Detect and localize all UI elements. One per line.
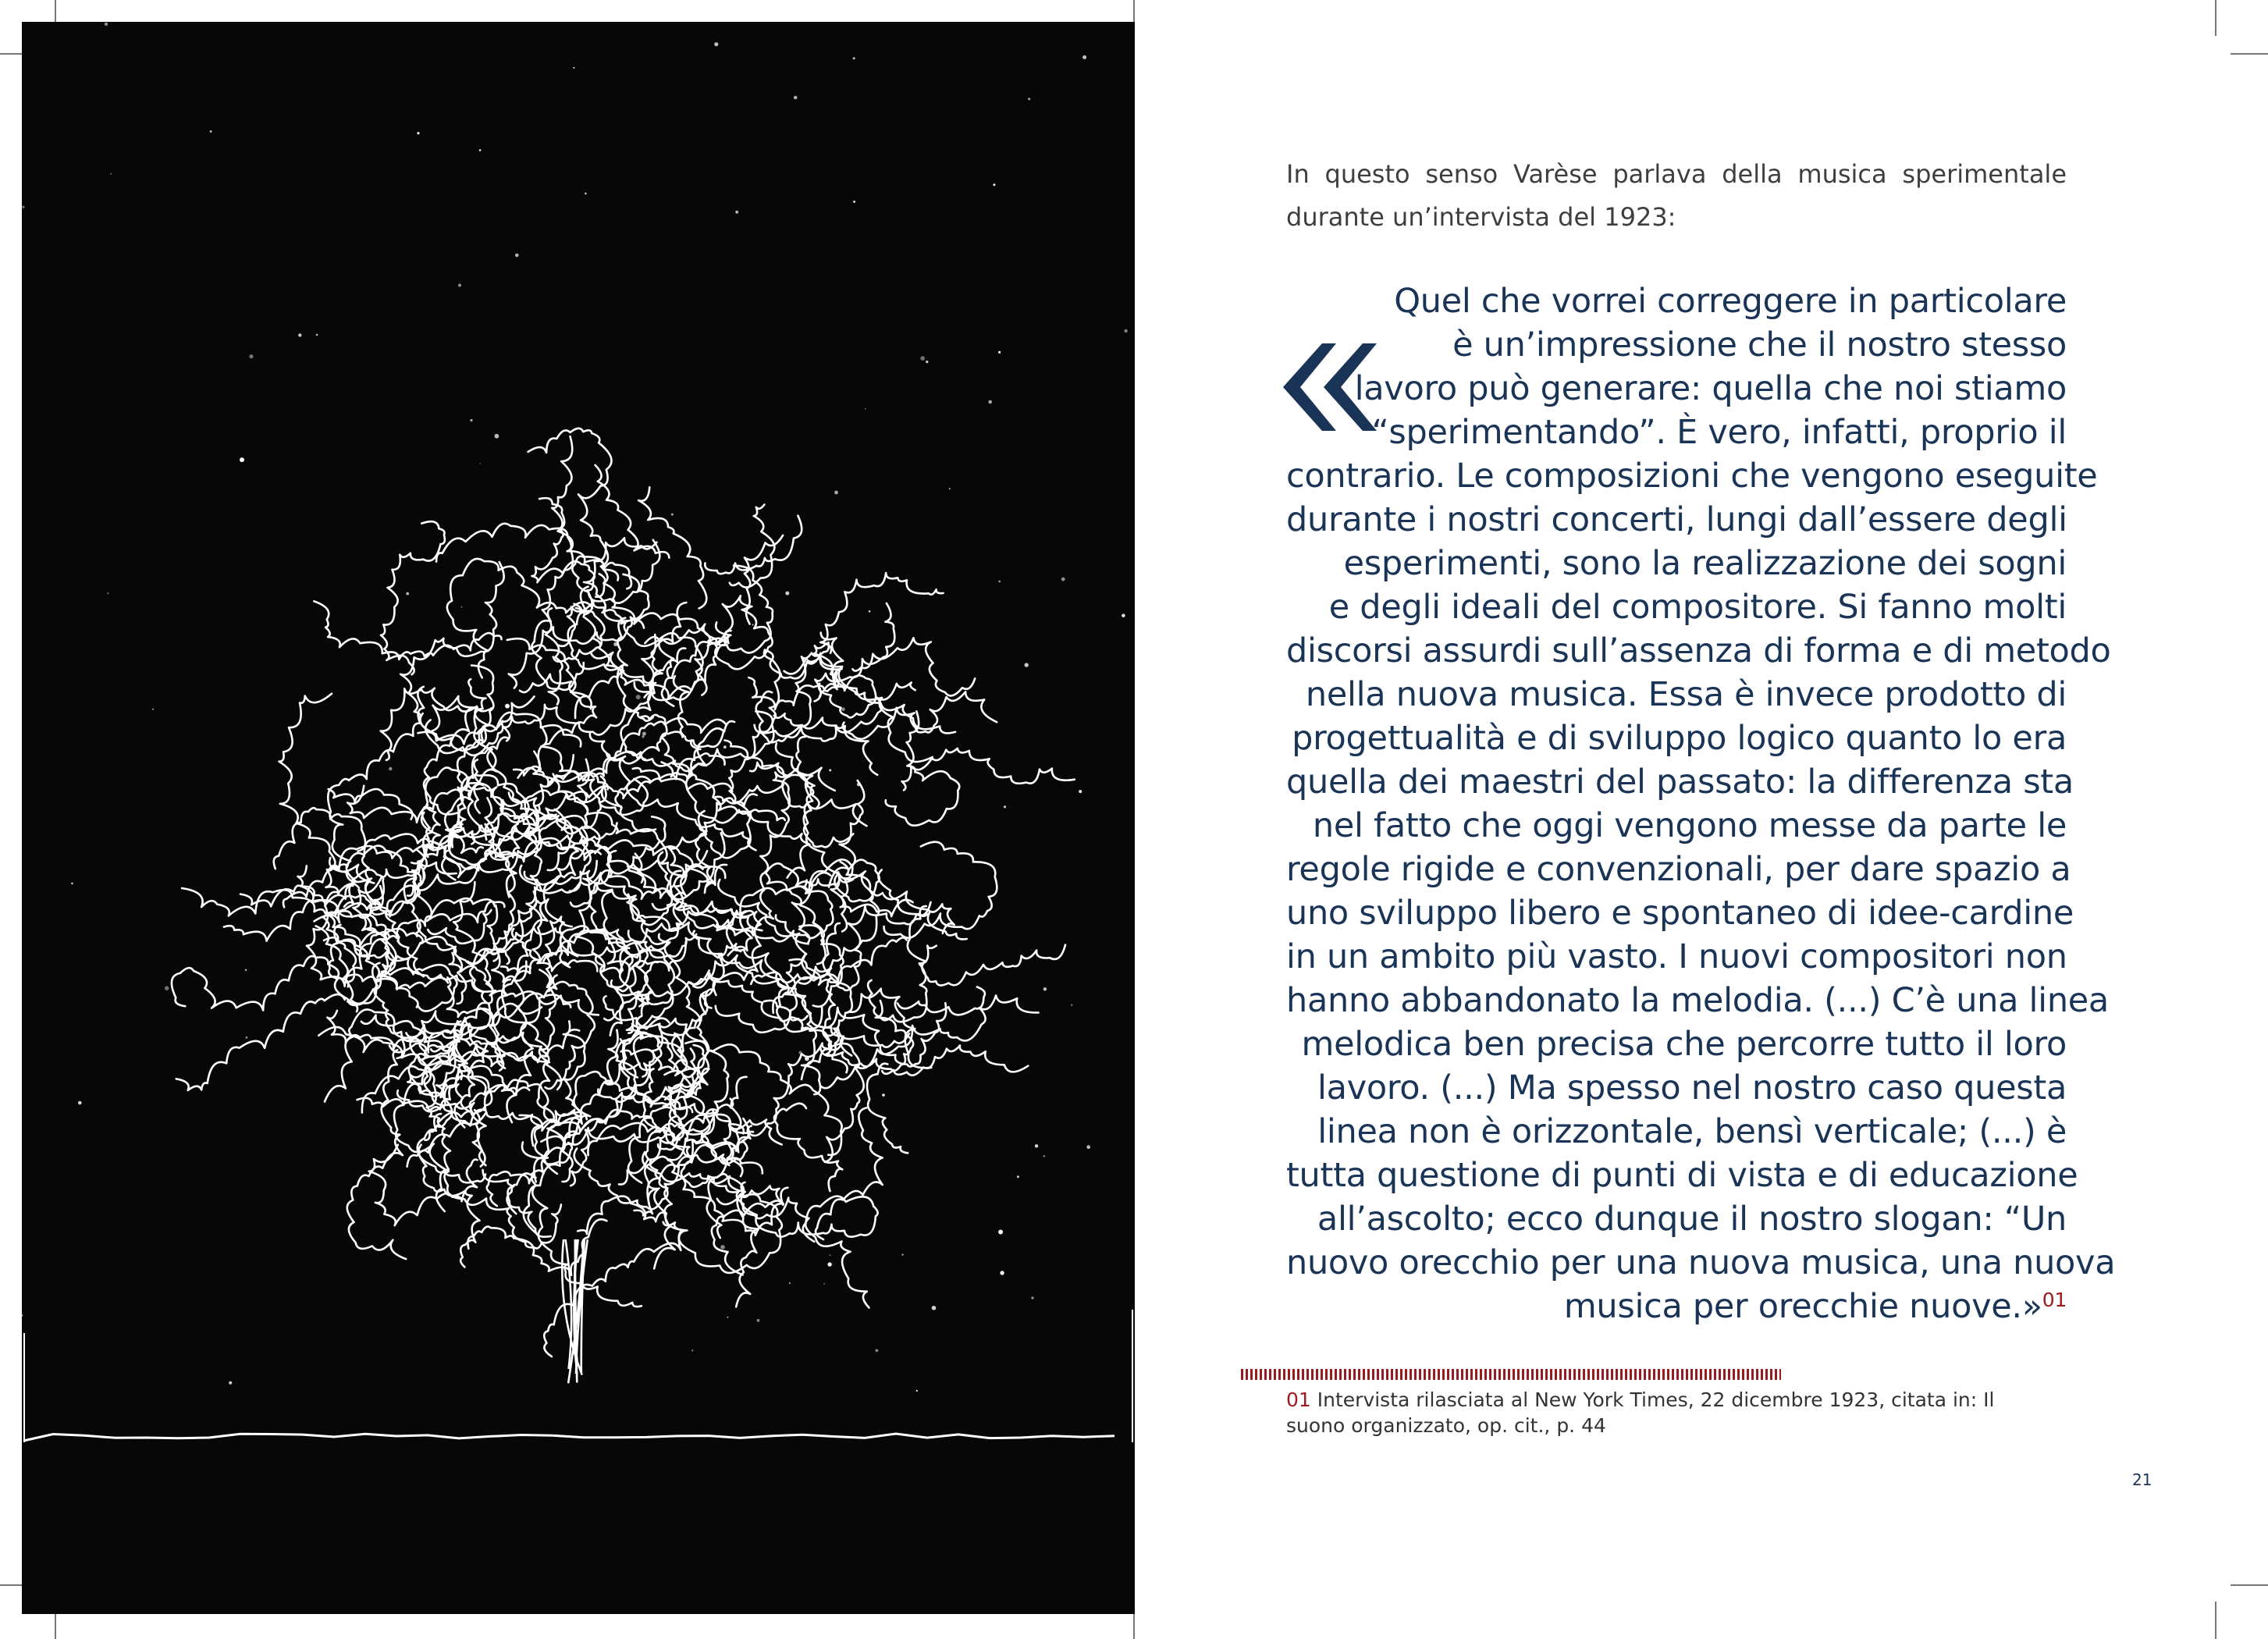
star-dot: [902, 1254, 904, 1256]
star-dot: [988, 400, 992, 404]
canopy-scribble: [814, 643, 876, 717]
canopy-scribble: [705, 516, 802, 574]
quote-line: contrario. Le composizioni che vengono eseguite: [1286, 457, 2098, 496]
block-quote: [1286, 279, 2116, 1328]
star-dot: [727, 1317, 729, 1318]
star-dot: [1124, 329, 1127, 332]
canopy-scribble: [878, 869, 966, 939]
star-dot: [794, 96, 798, 100]
star-dot: [1043, 987, 1047, 990]
quote-line: nuovo orecchio per una nuova musica, una nuova: [1286, 1243, 2116, 1282]
star-dot: [949, 488, 951, 489]
quote-line: all’ascolto; ecco dunque il nostro slogan: “Un: [1317, 1200, 2067, 1239]
quote-line-last: [1286, 1285, 2067, 1328]
star-dot: [1025, 663, 1029, 667]
tree-trunk: [562, 1239, 588, 1383]
star-dot: [853, 57, 855, 59]
quote-line: progettualità e di sviluppo logico quanto lo era: [1292, 719, 2067, 758]
star-dot: [71, 883, 73, 885]
canopy-scribble: [671, 1039, 843, 1136]
canopy-scribble: [867, 1064, 908, 1154]
star-dot: [714, 42, 718, 46]
footnote: [1286, 1387, 2012, 1438]
star-dot: [853, 201, 855, 203]
star-dot: [245, 969, 247, 972]
star-dot: [229, 1381, 232, 1385]
canopy-scribble: [436, 524, 631, 589]
star-dot: [723, 745, 727, 748]
quote-line: nel fatto che oggi vengono messe da parte le: [1312, 806, 2067, 845]
quote-line: uno sviluppo libero e spontaneo di idee-cardine: [1286, 894, 2074, 933]
quote-line: tutta questione di punti di vista e di educazione: [1286, 1156, 2078, 1195]
star-dot: [865, 408, 866, 410]
star-dot: [823, 1283, 825, 1285]
star-dot: [876, 1349, 879, 1353]
star-dot: [298, 333, 301, 336]
quote-line: nella nuova musica. Essa è invece prodotto di: [1305, 675, 2067, 714]
quote-line: e degli ideali del compositore. Si fanno molti: [1328, 588, 2067, 627]
star-dot: [1031, 1296, 1033, 1299]
canopy-scribble: [820, 573, 944, 653]
star-dot: [22, 1314, 23, 1317]
star-dot: [932, 1306, 937, 1310]
star-dot: [920, 356, 925, 361]
quote-line: quella dei maestri del passato: la differenza sta: [1286, 763, 2074, 802]
star-dot: [1028, 98, 1030, 100]
star-dot: [642, 735, 644, 738]
star-dot: [998, 581, 1001, 583]
star-dot: [1122, 613, 1125, 617]
star-dot: [78, 1101, 82, 1105]
star-dot: [827, 1262, 831, 1266]
star-dot: [834, 491, 838, 495]
star-dot: [479, 463, 481, 464]
canopy-scribble: [663, 566, 773, 653]
star-dot: [636, 695, 641, 699]
quote-line: in un ambito più vasto. I nuovi compositori non: [1286, 937, 2067, 976]
star-dot: [671, 514, 674, 516]
tree-drawing: [22, 22, 1135, 1614]
star-dot: [998, 351, 1001, 354]
star-dot: [406, 592, 409, 596]
star-dot: [735, 211, 738, 214]
star-dot: [789, 1282, 791, 1284]
canopy-scribble: [509, 777, 606, 834]
star-dot: [417, 132, 419, 134]
star-dot: [505, 704, 510, 709]
quote-line: esperimenti, sono la realizzazione dei sogni: [1343, 544, 2067, 583]
star-dot: [495, 434, 499, 439]
star-dot: [458, 283, 461, 286]
ground-line: [23, 1434, 1114, 1441]
star-dot: [152, 709, 154, 710]
quote-line: durante i nostri concerti, lungi dall’essere degli: [1286, 500, 2067, 539]
star-dot: [316, 334, 318, 336]
canopy-scribble: [347, 1050, 406, 1259]
star-dot: [830, 1254, 831, 1256]
canopy-scribble: [820, 995, 1039, 1088]
star-dot: [998, 1230, 1003, 1235]
star-dot: [642, 732, 646, 736]
footnote-divider: [1241, 1369, 1781, 1380]
quote-line: melodica ben precisa che percorre tutto il loro: [1301, 1025, 2067, 1064]
star-dot: [470, 419, 472, 421]
star-dot: [882, 1093, 885, 1097]
canopy-scribble: [369, 1145, 478, 1225]
right-page: [1135, 0, 2268, 1639]
quote-line: discorsi assurdi sull’assenza di forma e di metodo: [1286, 631, 2111, 670]
star-dot: [785, 592, 789, 596]
canopy-scribble: [541, 727, 683, 781]
canopy-scribble: [764, 650, 955, 734]
star-dot: [869, 610, 871, 613]
canopy-scribble: [528, 428, 612, 597]
canopy-scribble: [908, 906, 1065, 985]
quote-line: è un’impressione che il nostro stesso: [1452, 325, 2067, 364]
canopy-scribble: [172, 956, 348, 1010]
star-dot: [389, 767, 392, 770]
canopy-scribble: [397, 1090, 541, 1146]
star-dot: [210, 130, 212, 133]
star-dot: [1079, 790, 1082, 793]
canopy-scribble: [539, 970, 561, 1090]
star-dot: [22, 206, 24, 208]
star-dot: [110, 173, 112, 175]
canopy-scribble: [902, 748, 1075, 791]
quote-line: “sperimentando”. È vero, infatti, proprio il: [1371, 413, 2067, 452]
star-dot: [1061, 578, 1065, 581]
star-dot: [105, 23, 108, 26]
quote-line: hanno abbandonato la melodia. (...) C’è una linea: [1286, 981, 2109, 1020]
star-dot: [249, 354, 253, 358]
star-dot: [107, 592, 108, 594]
star-dot: [240, 457, 244, 462]
star-dot: [461, 606, 463, 608]
star-dot: [1035, 1144, 1038, 1147]
star-dot: [1017, 1175, 1019, 1178]
tree-canopy: [172, 428, 1075, 1356]
star-dot: [752, 624, 754, 626]
canopy-scribble: [882, 1046, 1028, 1075]
quote-line: linea non è orizzontale, bensì verticale; (...) è: [1317, 1112, 2067, 1151]
canopy-scribble: [852, 638, 975, 695]
star-dot: [246, 1036, 248, 1039]
star-dot: [916, 1390, 918, 1392]
tree-illustration: [22, 22, 1135, 1614]
footnote-number: 01: [1286, 1388, 1311, 1411]
star-dot: [1071, 1004, 1072, 1006]
star-dot: [720, 1245, 725, 1250]
star-dot: [757, 1319, 760, 1322]
star-dot: [515, 254, 519, 258]
star-dot: [165, 986, 169, 990]
star-dot: [1043, 1155, 1045, 1157]
canopy-scribble: [589, 851, 633, 942]
star-dot: [585, 193, 587, 195]
star-dot: [479, 149, 482, 151]
star-dot: [829, 769, 831, 771]
quote-line: Quel che vorrei correggere in particolare: [1394, 282, 2067, 321]
star-dot: [1000, 1271, 1004, 1275]
canopy-scribble: [485, 798, 515, 961]
canopy-scribble: [327, 1011, 430, 1084]
canopy-scribble: [796, 737, 879, 901]
canopy-scribble: [176, 994, 345, 1090]
footnote-text: Intervista rilasciata al New York Times, 22 dicembre 1923, citata in: Il suono organizzato, op. cit., p. 44: [1286, 1388, 1995, 1437]
quote-line: lavoro può generare: quella che noi stiamo: [1354, 369, 2067, 408]
quote-line: lavoro. (...) Ma spesso nel nostro caso questa: [1317, 1068, 2067, 1107]
footnote-reference[interactable]: 01: [2042, 1289, 2067, 1311]
star-dot: [1082, 55, 1086, 59]
star-dot: [841, 708, 845, 712]
star-dot: [573, 67, 574, 69]
canopy-scribble: [898, 987, 985, 1015]
canopy-scribble: [868, 946, 937, 1022]
canopy-scribble: [509, 574, 649, 688]
star-dot: [691, 1349, 693, 1351]
star-dot: [993, 183, 995, 186]
canopy-scribble: [730, 505, 775, 588]
canopy-scribble: [715, 535, 783, 669]
star-dot: [926, 361, 928, 363]
quote-line-text: musica per orecchie nuove.»: [1563, 1287, 2042, 1326]
star-dot: [1086, 1145, 1090, 1149]
intro-paragraph: In questo senso Varèse parlava della musica sperimentale durante un’intervista del 1923:: [1286, 159, 2067, 232]
canopy-scribble: [776, 744, 853, 848]
canopy-scribble: [389, 1007, 542, 1052]
quote-line: regole rigide e convenzionali, per dare spazio a: [1286, 850, 2071, 889]
page-number: 21: [2132, 1470, 2152, 1489]
star-dot: [1004, 805, 1006, 808]
